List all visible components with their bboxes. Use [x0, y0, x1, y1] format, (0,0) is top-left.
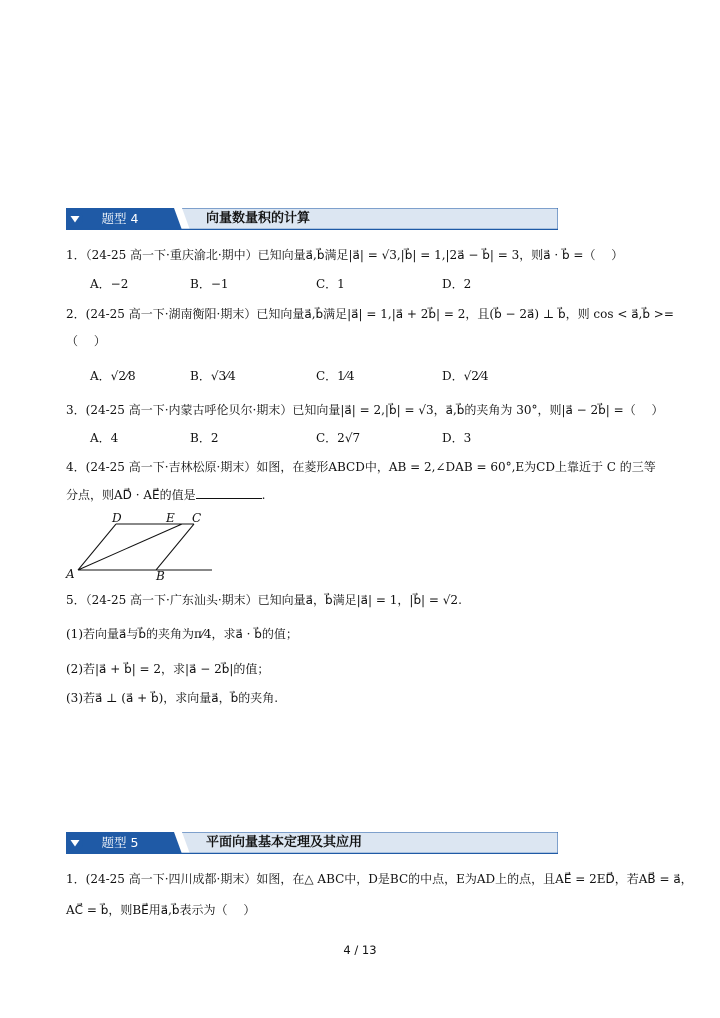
section-tag: 题型 5	[101, 835, 139, 850]
question-4-1: 1．（24-25 高一下·重庆渝北·期中）已知向量a⃗,b⃗满足|a⃗| = √3,|b⃗| = 1,|2a⃗ − b⃗| = 3，则a⃗ · b⃗ =（ ）	[66, 248, 624, 262]
question-4-4-cont	[66, 487, 265, 503]
option-c[interactable]: C．2√7	[316, 431, 361, 445]
question-4-3: 3．(24-25 高一下·内蒙古呼伦贝尔·期末）已知向量|a⃗| = 2,|b⃗| = √3，a⃗,b⃗的夹角为 30°，则|a⃗ − 2b⃗| =（ ）	[66, 403, 664, 417]
option-b[interactable]: B．√3⁄4	[190, 369, 236, 383]
question-4-5-part-2: (2)若|a⃗ + b⃗| = 2，求|a⃗ − 2b⃗|的值；	[66, 662, 270, 676]
question-4-5-part-3: (3)若a⃗ ⊥ (a⃗ + b⃗)，求向量a⃗，b⃗的夹角.	[66, 691, 279, 705]
vertex-label-c: C	[192, 511, 202, 525]
section-banner-5	[66, 832, 558, 854]
option-c[interactable]: C．1⁄4	[316, 369, 355, 383]
option-d[interactable]: D．3	[442, 431, 472, 445]
vertex-label-d: D	[112, 511, 122, 525]
vertex-label-e: E	[166, 511, 175, 525]
chevron-down-icon[interactable]	[66, 834, 84, 852]
section-title: 平面向量基本定理及其应用	[206, 835, 363, 850]
option-c[interactable]: C．1	[316, 277, 345, 291]
question-4-2: 2．(24-25 高一下·湖南衡阳·期末）已知向量a⃗,b⃗满足|a⃗| = 1,|a⃗ + 2b⃗| = 2，且(b⃗ − 2a⃗) ⊥ b⃗，则 cos < a⃗,b⃗ >=	[66, 307, 674, 321]
option-a[interactable]: A．4	[90, 431, 119, 445]
page-number: 4 / 13	[343, 943, 377, 957]
option-b[interactable]: B．−1	[190, 277, 229, 291]
option-b[interactable]: B．2	[190, 431, 219, 445]
answer-blank[interactable]	[196, 487, 262, 499]
question-4-5: 5．（24-25 高一下·广东汕头·期末）已知向量a⃗，b⃗满足|a⃗| = 1，|b⃗| = √2.	[66, 593, 462, 607]
section-title: 向量数量积的计算	[206, 211, 311, 226]
section-tag: 题型 4	[101, 211, 139, 226]
rhombus-figure	[64, 510, 214, 582]
option-a[interactable]: A．√2⁄8	[90, 369, 136, 383]
section-banner-4	[66, 208, 558, 230]
question-4-4-end: .	[261, 488, 266, 502]
option-a[interactable]: A．−2	[90, 277, 129, 291]
chevron-down-icon[interactable]	[66, 210, 84, 228]
question-5-1: 1．(24-25 高一下·四川成都·期末）如图，在△ ABC中，D是BC的中点，E为AD上的点，且AE⃗ = 2ED⃗，若AB⃗ = a⃗，	[66, 872, 693, 886]
question-4-5-part-1: (1)若向量a⃗与b⃗的夹角为π⁄4，求a⃗ · b⃗的值；	[66, 627, 298, 641]
question-4-4-cont-text: 分点，则AD⃗ · AE⃗的值是	[66, 488, 196, 502]
vertex-label-a: A	[66, 567, 75, 581]
vertex-label-b: B	[156, 569, 165, 582]
question-4-2-cont: （ ）	[66, 334, 106, 348]
option-d[interactable]: D．2	[442, 277, 472, 291]
question-4-4: 4．(24-25 高一下·吉林松原·期末）如图，在菱形ABCD中，AB = 2,∠DAB = 60°,E为CD上靠近于 C 的三等	[66, 460, 656, 474]
option-d[interactable]: D．√2⁄4	[442, 369, 489, 383]
question-5-1-cont: AC⃗ = b⃗，则BE⃗用a⃗,b⃗表示为（ ）	[66, 903, 256, 917]
